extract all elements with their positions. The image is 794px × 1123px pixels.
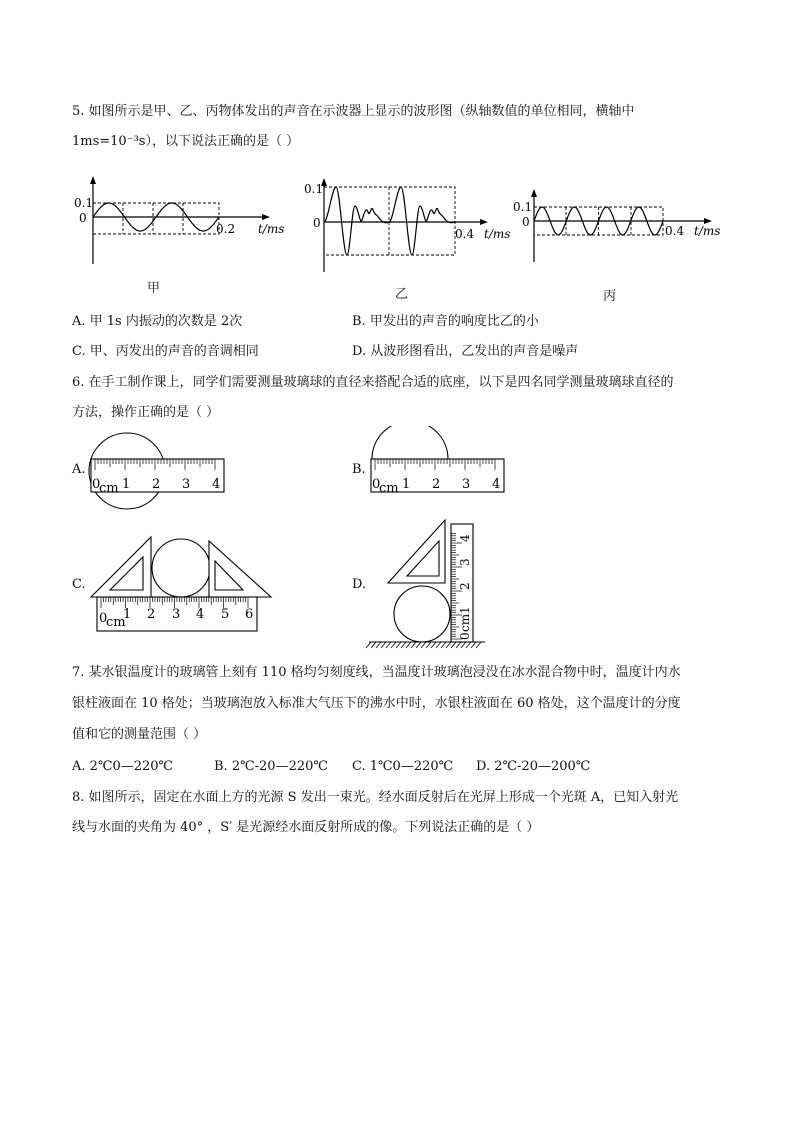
yi-y-tick: 0.1 (304, 182, 324, 196)
q7-option-a: A. 2℃0—220℃ (72, 759, 174, 774)
jia-x-end: 0.2 (216, 222, 236, 236)
q6-stem-line1: 6. 在手工制作课上，同学们需要测量玻璃球的直径来搭配合适的底座，以下是四名同学测量玻璃球直径的 (72, 375, 674, 390)
jia-x-label: t/ms (258, 222, 285, 236)
ruler-a-0: 0 (92, 477, 101, 492)
jia-origin: 0 (79, 211, 87, 225)
q6-label-d: D. (352, 577, 367, 592)
q5-option-d: D. 从波形图看出，乙发出的声音是噪声 (352, 344, 579, 359)
jia-y-tick: 0.1 (74, 196, 94, 210)
q6-figure-c (85, 533, 275, 633)
bing-x-label: t/ms (694, 224, 721, 238)
yi-origin: 0 (313, 216, 321, 230)
q6-figure-d (365, 516, 490, 651)
q5-option-c: C. 甲、丙发出的声音的音调相同 (72, 344, 259, 359)
ruler-c-1: 1 (123, 607, 132, 622)
q7-option-d: D. 2℃-20—200℃ (476, 759, 591, 774)
yi-x-label: t/ms (484, 227, 511, 241)
ruler-d-0: 0 (458, 632, 472, 640)
q5-option-a: A. 甲 1s 内振动的次数是 2次 (72, 314, 243, 329)
q8-stem-line1: 8. 如图所示，固定在水面上方的光源 S 发出一束光。经水面反射后在光屏上形成一个光斑 A，已知入射光 (72, 790, 679, 805)
yi-x-end: 0.4 (455, 227, 475, 241)
graph-jia (70, 172, 300, 272)
q6-figure-b (365, 426, 510, 511)
ruler-c-unit: cm (106, 615, 126, 630)
ruler-c-6: 6 (245, 607, 254, 622)
q7-option-c: C. 1℃0—220℃ (352, 759, 454, 774)
q7-stem-line2: 银柱液面在 10 格处；当玻璃泡放入标准大气压下的沸水中时，水银柱液面在 60 格处，这个温度计的分度 (72, 696, 681, 711)
q7-stem-line1: 7. 某水银温度计的玻璃管上刻有 110 格均匀刻度线，当温度计玻璃泡浸没在冰水混合物中时，温度计内水 (72, 665, 681, 680)
ruler-a-1: 1 (122, 477, 131, 492)
q6-label-b: B. (352, 462, 366, 477)
ruler-a-3: 3 (182, 477, 191, 492)
ruler-a-2: 2 (152, 477, 161, 492)
ruler-c-2: 2 (147, 607, 156, 622)
q6-label-c: C. (72, 577, 86, 592)
ruler-b-4: 4 (492, 477, 501, 492)
bing-origin: 0 (522, 215, 530, 229)
graph-bing (510, 186, 740, 266)
q6-stem-line2: 方法，操作正确的是（ ） (72, 405, 220, 420)
ruler-a-unit: cm (99, 481, 119, 496)
ruler-d-1: 1 (458, 606, 472, 614)
ruler-d-2: 2 (458, 582, 472, 590)
ruler-b-2: 2 (432, 477, 441, 492)
q8-stem-line2: 线与水面的夹角为 40° ，S′ 是光源经水面反射所成的像。下列说法正确的是（ ） (72, 820, 540, 835)
ruler-d-4: 4 (458, 534, 472, 542)
ruler-c-4: 4 (196, 607, 205, 622)
ruler-a-4: 4 (212, 477, 221, 492)
caption-bing: 丙 (603, 289, 617, 304)
q5-option-b: B. 甲发出的声音的响度比乙的小 (352, 314, 539, 329)
bing-x-end: 0.4 (665, 224, 685, 238)
caption-yi: 乙 (395, 287, 409, 302)
ruler-d-3: 3 (458, 558, 472, 566)
ruler-b-0: 0 (372, 477, 381, 492)
ruler-c-0: 0 (99, 611, 108, 626)
ruler-c-3: 3 (172, 607, 181, 622)
q5-stem-line2: 1ms=10⁻³s），以下说法正确的是（ ） (72, 134, 300, 149)
ruler-b-1: 1 (402, 477, 411, 492)
ruler-b-unit: cm (379, 481, 399, 496)
caption-jia: 甲 (147, 281, 161, 296)
q6-label-a: A. (72, 462, 86, 477)
graph-yi (300, 176, 525, 276)
q5-stem-line1: 5. 如图所示是甲、乙、丙物体发出的声音在示波器上显示的波形图（纵轴数值的单位相同，横轴中 (72, 104, 635, 119)
ruler-c-5: 5 (221, 607, 230, 622)
bing-y-tick: 0.1 (513, 200, 533, 214)
ruler-b-3: 3 (462, 477, 471, 492)
ruler-d-unit: cm (458, 613, 472, 632)
q6-figure-a (85, 426, 230, 511)
q7-option-b: B. 2℃-20—220℃ (214, 759, 328, 774)
q7-stem-line3: 值和它的测量范围（ ） (72, 727, 207, 742)
